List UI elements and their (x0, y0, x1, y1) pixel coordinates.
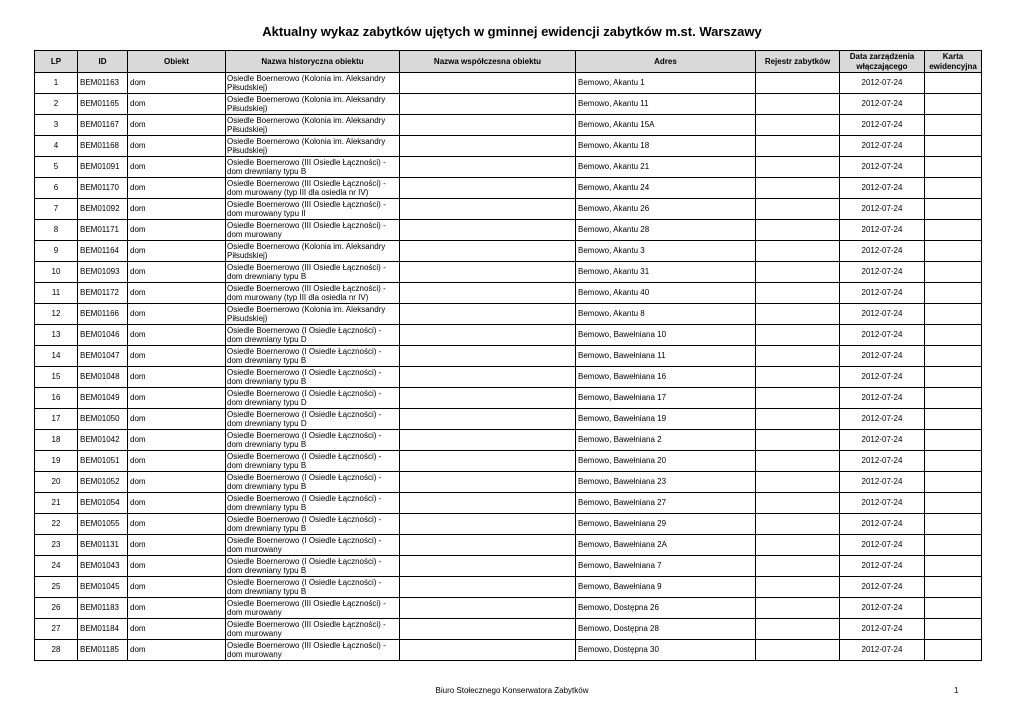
cell-rejestr (756, 199, 840, 220)
cell-obiekt: dom (128, 283, 226, 304)
cell-rejestr (756, 115, 840, 136)
cell-data: 2012-07-24 (840, 262, 925, 283)
table-row (35, 283, 982, 304)
cell-rejestr (756, 346, 840, 367)
cell-rejestr (756, 472, 840, 493)
cell-lp: 5 (35, 157, 78, 178)
cell-id: BEM01168 (78, 136, 128, 157)
column-header-adres: Adres (576, 51, 756, 73)
cell-nazwa-wspolczesna (400, 640, 576, 661)
cell-karta (925, 178, 982, 199)
cell-obiekt: dom (128, 178, 226, 199)
cell-data: 2012-07-24 (840, 115, 925, 136)
table-row (35, 136, 982, 157)
cell-rejestr (756, 577, 840, 598)
cell-nazwa-wspolczesna (400, 241, 576, 262)
cell-karta (925, 493, 982, 514)
cell-karta (925, 94, 982, 115)
cell-id: BEM01167 (78, 115, 128, 136)
cell-id: BEM01049 (78, 388, 128, 409)
table-row (35, 94, 982, 115)
cell-nazwa-wspolczesna (400, 556, 576, 577)
cell-data: 2012-07-24 (840, 325, 925, 346)
cell-nazwa-wspolczesna (400, 409, 576, 430)
cell-obiekt: dom (128, 367, 226, 388)
cell-lp: 25 (35, 577, 78, 598)
cell-lp: 23 (35, 535, 78, 556)
cell-nazwa-historyczna: Osiedle Boernerowo (I Osiedle Łączności) - dom drewniany typu D (226, 409, 400, 430)
cell-karta (925, 577, 982, 598)
cell-karta (925, 640, 982, 661)
cell-id: BEM01055 (78, 514, 128, 535)
cell-data: 2012-07-24 (840, 619, 925, 640)
cell-lp: 27 (35, 619, 78, 640)
cell-karta (925, 115, 982, 136)
cell-obiekt: dom (128, 535, 226, 556)
cell-karta (925, 388, 982, 409)
cell-adres: Bemowo, Akantu 11 (576, 94, 756, 115)
cell-lp: 3 (35, 115, 78, 136)
cell-data: 2012-07-24 (840, 136, 925, 157)
cell-nazwa-wspolczesna (400, 346, 576, 367)
cell-nazwa-wspolczesna (400, 283, 576, 304)
cell-nazwa-historyczna: Osiedle Boernerowo (III Osiedle Łączności) - dom murowany (226, 220, 400, 241)
cell-id: BEM01165 (78, 94, 128, 115)
cell-data: 2012-07-24 (840, 430, 925, 451)
cell-rejestr (756, 493, 840, 514)
table-row (35, 73, 982, 94)
cell-adres: Bemowo, Akantu 24 (576, 178, 756, 199)
cell-rejestr (756, 640, 840, 661)
cell-data: 2012-07-24 (840, 73, 925, 94)
cell-rejestr (756, 136, 840, 157)
cell-nazwa-historyczna: Osiedle Boernerowo (III Osiedle Łączności) - dom drewniany typu B (226, 157, 400, 178)
cell-data: 2012-07-24 (840, 493, 925, 514)
cell-data: 2012-07-24 (840, 640, 925, 661)
cell-nazwa-historyczna: Osiedle Boernerowo (Kolonia im. Aleksandry Piłsudskiej) (226, 73, 400, 94)
cell-rejestr (756, 367, 840, 388)
cell-obiekt: dom (128, 115, 226, 136)
cell-rejestr (756, 94, 840, 115)
cell-karta (925, 409, 982, 430)
cell-lp: 26 (35, 598, 78, 619)
cell-obiekt: dom (128, 388, 226, 409)
cell-nazwa-wspolczesna (400, 619, 576, 640)
cell-nazwa-historyczna: Osiedle Boernerowo (Kolonia im. Aleksandry Piłsudskiej) (226, 94, 400, 115)
cell-lp: 22 (35, 514, 78, 535)
cell-rejestr (756, 451, 840, 472)
cell-id: BEM01164 (78, 241, 128, 262)
cell-obiekt: dom (128, 262, 226, 283)
cell-karta (925, 325, 982, 346)
table-row (35, 115, 982, 136)
cell-lp: 8 (35, 220, 78, 241)
cell-obiekt: dom (128, 640, 226, 661)
cell-karta (925, 556, 982, 577)
cell-data: 2012-07-24 (840, 409, 925, 430)
cell-adres: Bemowo, Dostępna 28 (576, 619, 756, 640)
cell-adres: Bemowo, Akantu 28 (576, 220, 756, 241)
table-row (35, 514, 982, 535)
cell-lp: 20 (35, 472, 78, 493)
cell-data: 2012-07-24 (840, 598, 925, 619)
cell-rejestr (756, 157, 840, 178)
cell-karta (925, 220, 982, 241)
cell-adres: Bemowo, Akantu 31 (576, 262, 756, 283)
table-row (35, 262, 982, 283)
cell-data: 2012-07-24 (840, 556, 925, 577)
column-header-data: Data zarządzenia włączającego (840, 51, 925, 73)
cell-obiekt: dom (128, 199, 226, 220)
cell-data: 2012-07-24 (840, 199, 925, 220)
cell-nazwa-wspolczesna (400, 199, 576, 220)
column-header-obiekt: Obiekt (128, 51, 226, 73)
cell-id: BEM01046 (78, 325, 128, 346)
cell-data: 2012-07-24 (840, 388, 925, 409)
cell-obiekt: dom (128, 409, 226, 430)
cell-id: BEM01050 (78, 409, 128, 430)
cell-adres: Bemowo, Bawełniana 20 (576, 451, 756, 472)
cell-obiekt: dom (128, 577, 226, 598)
cell-adres: Bemowo, Bawełniana 9 (576, 577, 756, 598)
cell-nazwa-historyczna: Osiedle Boernerowo (Kolonia im. Aleksandry Piłsudskiej) (226, 241, 400, 262)
cell-nazwa-historyczna: Osiedle Boernerowo (I Osiedle Łączności) - dom drewniany typu B (226, 367, 400, 388)
cell-data: 2012-07-24 (840, 220, 925, 241)
cell-nazwa-wspolczesna (400, 325, 576, 346)
cell-lp: 16 (35, 388, 78, 409)
cell-karta (925, 157, 982, 178)
page-title: Aktualny wykaz zabytków ujętych w gminnej ewidencji zabytków m.st. Warszawy (262, 24, 762, 39)
table-row (35, 535, 982, 556)
table-row (35, 220, 982, 241)
cell-nazwa-historyczna: Osiedle Boernerowo (I Osiedle Łączności) - dom drewniany typu D (226, 325, 400, 346)
cell-nazwa-historyczna: Osiedle Boernerowo (I Osiedle Łączności) - dom drewniany typu D (226, 388, 400, 409)
cell-obiekt: dom (128, 136, 226, 157)
cell-nazwa-historyczna: Osiedle Boernerowo (I Osiedle Łączności) - dom drewniany typu B (226, 493, 400, 514)
cell-id: BEM01183 (78, 598, 128, 619)
table-row (35, 325, 982, 346)
cell-data: 2012-07-24 (840, 304, 925, 325)
table-row (35, 451, 982, 472)
table-row (35, 430, 982, 451)
cell-adres: Bemowo, Dostępna 26 (576, 598, 756, 619)
cell-obiekt: dom (128, 346, 226, 367)
cell-id: BEM01051 (78, 451, 128, 472)
cell-id: BEM01045 (78, 577, 128, 598)
cell-nazwa-historyczna: Osiedle Boernerowo (Kolonia im. Aleksandry Piłsudskiej) (226, 115, 400, 136)
cell-rejestr (756, 619, 840, 640)
cell-rejestr (756, 514, 840, 535)
cell-obiekt: dom (128, 325, 226, 346)
cell-id: BEM01171 (78, 220, 128, 241)
cell-nazwa-historyczna: Osiedle Boernerowo (I Osiedle Łączności) - dom drewniany typu B (226, 451, 400, 472)
table-row (35, 472, 982, 493)
table-header-row (35, 51, 982, 73)
cell-adres: Bemowo, Akantu 8 (576, 304, 756, 325)
cell-data: 2012-07-24 (840, 451, 925, 472)
cell-obiekt: dom (128, 472, 226, 493)
cell-nazwa-wspolczesna (400, 472, 576, 493)
cell-lp: 9 (35, 241, 78, 262)
cell-karta (925, 346, 982, 367)
cell-data: 2012-07-24 (840, 367, 925, 388)
table-row (35, 640, 982, 661)
cell-lp: 1 (35, 73, 78, 94)
cell-nazwa-historyczna: Osiedle Boernerowo (III Osiedle Łączności) - dom murowany (226, 619, 400, 640)
cell-nazwa-wspolczesna (400, 304, 576, 325)
cell-nazwa-wspolczesna (400, 115, 576, 136)
cell-lp: 14 (35, 346, 78, 367)
column-header-id: ID (78, 51, 128, 73)
cell-obiekt: dom (128, 430, 226, 451)
cell-adres: Bemowo, Dostępna 30 (576, 640, 756, 661)
column-header-rejestr: Rejestr zabytków (756, 51, 840, 73)
cell-rejestr (756, 73, 840, 94)
cell-id: BEM01093 (78, 262, 128, 283)
cell-obiekt: dom (128, 220, 226, 241)
cell-nazwa-wspolczesna (400, 262, 576, 283)
table-row (35, 346, 982, 367)
cell-nazwa-historyczna: Osiedle Boernerowo (I Osiedle Łączności) - dom drewniany typu B (226, 430, 400, 451)
cell-lp: 11 (35, 283, 78, 304)
cell-data: 2012-07-24 (840, 514, 925, 535)
footer-text: Biuro Stołecznego Konserwatora Zabytków (435, 686, 589, 695)
cell-nazwa-wspolczesna (400, 430, 576, 451)
cell-lp: 10 (35, 262, 78, 283)
cell-adres: Bemowo, Akantu 3 (576, 241, 756, 262)
cell-id: BEM01170 (78, 178, 128, 199)
cell-adres: Bemowo, Bawełniana 11 (576, 346, 756, 367)
cell-data: 2012-07-24 (840, 346, 925, 367)
cell-rejestr (756, 535, 840, 556)
cell-karta (925, 598, 982, 619)
cell-id: BEM01092 (78, 199, 128, 220)
cell-lp: 21 (35, 493, 78, 514)
cell-karta (925, 472, 982, 493)
cell-nazwa-wspolczesna (400, 577, 576, 598)
cell-nazwa-historyczna: Osiedle Boernerowo (I Osiedle Łączności) - dom drewniany typu B (226, 346, 400, 367)
cell-karta (925, 73, 982, 94)
cell-nazwa-historyczna: Osiedle Boernerowo (Kolonia im. Aleksandry Piłsudskiej) (226, 304, 400, 325)
cell-obiekt: dom (128, 94, 226, 115)
cell-nazwa-wspolczesna (400, 514, 576, 535)
column-header-nazwa-historyczna: Nazwa historyczna obiektu (226, 51, 400, 73)
cell-nazwa-wspolczesna (400, 73, 576, 94)
cell-adres: Bemowo, Akantu 18 (576, 136, 756, 157)
cell-rejestr (756, 430, 840, 451)
cell-nazwa-wspolczesna (400, 598, 576, 619)
cell-adres: Bemowo, Bawełniana 10 (576, 325, 756, 346)
cell-nazwa-wspolczesna (400, 367, 576, 388)
cell-nazwa-historyczna: Osiedle Boernerowo (I Osiedle Łączności) - dom drewniany typu B (226, 577, 400, 598)
cell-lp: 18 (35, 430, 78, 451)
cell-karta (925, 136, 982, 157)
column-header-lp: LP (35, 51, 78, 73)
table-row (35, 388, 982, 409)
cell-id: BEM01048 (78, 367, 128, 388)
cell-data: 2012-07-24 (840, 157, 925, 178)
cell-id: BEM01047 (78, 346, 128, 367)
cell-adres: Bemowo, Akantu 1 (576, 73, 756, 94)
cell-obiekt: dom (128, 451, 226, 472)
cell-lp: 7 (35, 199, 78, 220)
column-header-karta: Karta ewidencyjna (925, 51, 982, 73)
cell-lp: 15 (35, 367, 78, 388)
cell-nazwa-historyczna: Osiedle Boernerowo (III Osiedle Łączności) - dom murowany (typ III dla osiedla nr IV) (226, 283, 400, 304)
cell-nazwa-historyczna: Osiedle Boernerowo (I Osiedle Łączności) - dom drewniany typu B (226, 514, 400, 535)
cell-id: BEM01163 (78, 73, 128, 94)
cell-karta (925, 367, 982, 388)
table-row (35, 409, 982, 430)
cell-id: BEM01185 (78, 640, 128, 661)
cell-obiekt: dom (128, 304, 226, 325)
cell-nazwa-historyczna: Osiedle Boernerowo (Kolonia im. Aleksandry Piłsudskiej) (226, 136, 400, 157)
table-row (35, 304, 982, 325)
cell-adres: Bemowo, Bawełniana 19 (576, 409, 756, 430)
cell-nazwa-wspolczesna (400, 535, 576, 556)
cell-id: BEM01043 (78, 556, 128, 577)
cell-nazwa-historyczna: Osiedle Boernerowo (III Osiedle Łączności) - dom murowany (typ III dla osiedla nr IV) (226, 178, 400, 199)
cell-obiekt: dom (128, 157, 226, 178)
cell-adres: Bemowo, Bawełniana 23 (576, 472, 756, 493)
cell-nazwa-wspolczesna (400, 493, 576, 514)
cell-karta (925, 199, 982, 220)
table-row (35, 367, 982, 388)
cell-nazwa-wspolczesna (400, 220, 576, 241)
cell-lp: 12 (35, 304, 78, 325)
cell-rejestr (756, 598, 840, 619)
cell-id: BEM01052 (78, 472, 128, 493)
cell-nazwa-historyczna: Osiedle Boernerowo (III Osiedle Łączności) - dom murowany (226, 640, 400, 661)
cell-adres: Bemowo, Bawełniana 17 (576, 388, 756, 409)
cell-adres: Bemowo, Akantu 26 (576, 199, 756, 220)
cell-rejestr (756, 283, 840, 304)
cell-adres: Bemowo, Bawełniana 16 (576, 367, 756, 388)
cell-obiekt: dom (128, 493, 226, 514)
table-row (35, 199, 982, 220)
cell-rejestr (756, 262, 840, 283)
cell-data: 2012-07-24 (840, 577, 925, 598)
cell-nazwa-historyczna: Osiedle Boernerowo (III Osiedle Łączności) - dom drewniany typu B (226, 262, 400, 283)
cell-karta (925, 619, 982, 640)
cell-adres: Bemowo, Bawełniana 29 (576, 514, 756, 535)
cell-rejestr (756, 409, 840, 430)
page-number: 1 (954, 686, 959, 695)
table-row (35, 178, 982, 199)
cell-obiekt: dom (128, 241, 226, 262)
cell-nazwa-wspolczesna (400, 136, 576, 157)
cell-adres: Bemowo, Bawełniana 7 (576, 556, 756, 577)
cell-karta (925, 283, 982, 304)
cell-nazwa-historyczna: Osiedle Boernerowo (I Osiedle Łączności) - dom drewniany typu B (226, 472, 400, 493)
cell-obiekt: dom (128, 73, 226, 94)
cell-obiekt: dom (128, 619, 226, 640)
cell-rejestr (756, 556, 840, 577)
cell-karta (925, 451, 982, 472)
cell-adres: Bemowo, Akantu 15A (576, 115, 756, 136)
cell-obiekt: dom (128, 556, 226, 577)
cell-karta (925, 262, 982, 283)
cell-nazwa-historyczna: Osiedle Boernerowo (I Osiedle Łączności) - dom drewniany typu B (226, 556, 400, 577)
table-row (35, 157, 982, 178)
cell-nazwa-historyczna: Osiedle Boernerowo (I Osiedle Łączności) - dom murowany (226, 535, 400, 556)
cell-karta (925, 430, 982, 451)
cell-adres: Bemowo, Akantu 21 (576, 157, 756, 178)
cell-lp: 13 (35, 325, 78, 346)
table-row (35, 493, 982, 514)
cell-adres: Bemowo, Bawełniana 2 (576, 430, 756, 451)
table-row (35, 619, 982, 640)
cell-nazwa-wspolczesna (400, 451, 576, 472)
cell-id: BEM01042 (78, 430, 128, 451)
cell-karta (925, 514, 982, 535)
cell-nazwa-historyczna: Osiedle Boernerowo (III Osiedle Łączności) - dom murowany (226, 598, 400, 619)
cell-nazwa-wspolczesna (400, 157, 576, 178)
cell-adres: Bemowo, Bawełniana 27 (576, 493, 756, 514)
cell-rejestr (756, 325, 840, 346)
table-row (35, 241, 982, 262)
cell-id: BEM01054 (78, 493, 128, 514)
cell-id: BEM01166 (78, 304, 128, 325)
cell-lp: 4 (35, 136, 78, 157)
column-header-nazwa-wspolczesna: Nazwa współczesna obiektu (400, 51, 576, 73)
table-row (35, 577, 982, 598)
cell-nazwa-wspolczesna (400, 94, 576, 115)
cell-data: 2012-07-24 (840, 94, 925, 115)
cell-rejestr (756, 388, 840, 409)
cell-nazwa-wspolczesna (400, 388, 576, 409)
cell-lp: 6 (35, 178, 78, 199)
cell-data: 2012-07-24 (840, 535, 925, 556)
cell-adres: Bemowo, Akantu 40 (576, 283, 756, 304)
table-row (35, 556, 982, 577)
cell-obiekt: dom (128, 514, 226, 535)
cell-obiekt: dom (128, 598, 226, 619)
cell-lp: 19 (35, 451, 78, 472)
cell-nazwa-wspolczesna (400, 178, 576, 199)
cell-id: BEM01091 (78, 157, 128, 178)
cell-data: 2012-07-24 (840, 241, 925, 262)
table-body (35, 73, 982, 661)
cell-karta (925, 304, 982, 325)
monuments-table (34, 50, 982, 661)
cell-rejestr (756, 220, 840, 241)
cell-lp: 2 (35, 94, 78, 115)
cell-data: 2012-07-24 (840, 178, 925, 199)
table-row (35, 598, 982, 619)
cell-karta (925, 535, 982, 556)
cell-id: BEM01172 (78, 283, 128, 304)
cell-lp: 24 (35, 556, 78, 577)
cell-data: 2012-07-24 (840, 472, 925, 493)
cell-lp: 17 (35, 409, 78, 430)
cell-data: 2012-07-24 (840, 283, 925, 304)
cell-rejestr (756, 241, 840, 262)
cell-rejestr (756, 304, 840, 325)
cell-id: BEM01184 (78, 619, 128, 640)
cell-id: BEM01131 (78, 535, 128, 556)
cell-nazwa-historyczna: Osiedle Boernerowo (III Osiedle Łączności) - dom murowany typu II (226, 199, 400, 220)
cell-rejestr (756, 178, 840, 199)
cell-adres: Bemowo, Bawełniana 2A (576, 535, 756, 556)
cell-karta (925, 241, 982, 262)
cell-lp: 28 (35, 640, 78, 661)
